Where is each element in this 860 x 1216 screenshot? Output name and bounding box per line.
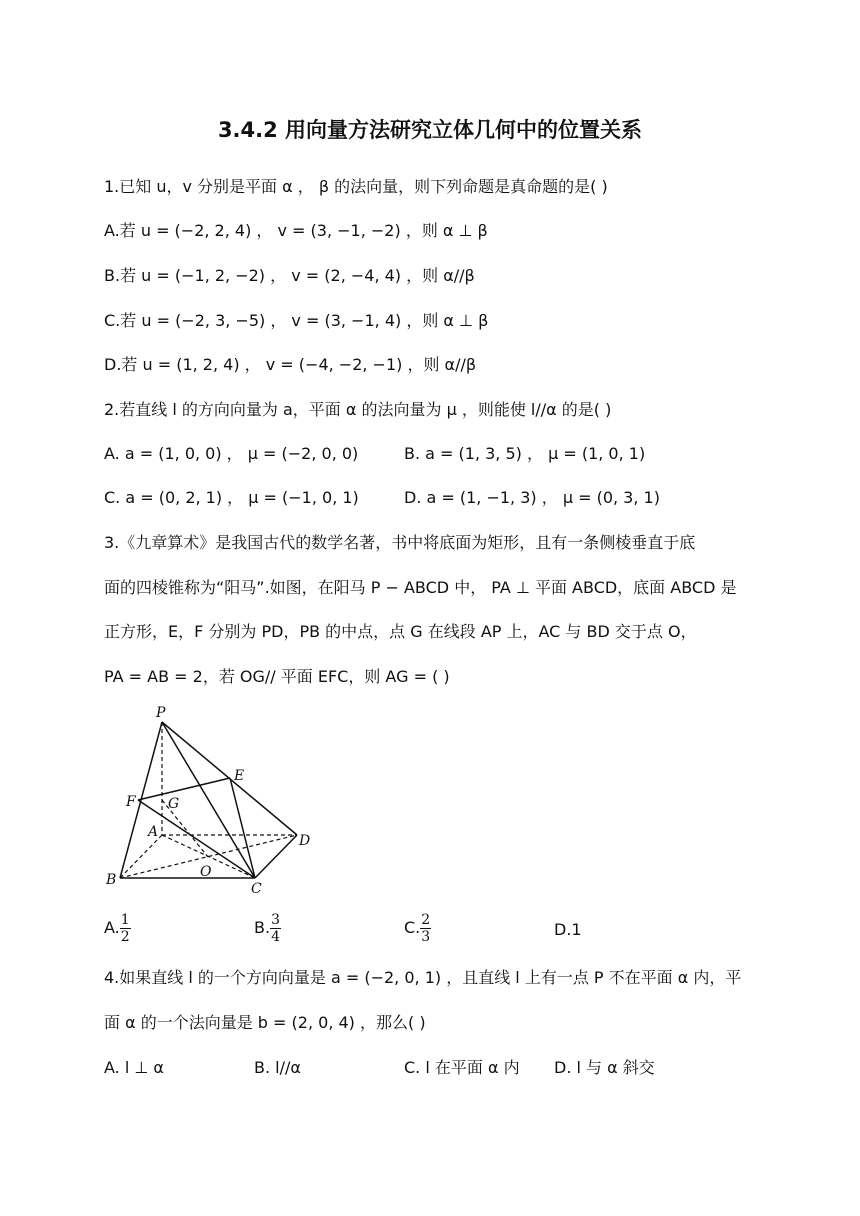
q4-line-1: 4.如果直线 l 的一个方向向量是 a = (−2, 0, 1) ，且直线 l 上有一点 P 不在平面 α 内，平 bbox=[104, 968, 742, 987]
q1-option-a: A.若 u = (−2, 2, 4) ， v = (3, −1, −2) ，则 α ⊥ β bbox=[104, 221, 488, 240]
q2-option-a: A. a = (1, 0, 0) ， μ = (−2, 0, 0) bbox=[104, 444, 359, 463]
q1-option-b: B.若 u = (−1, 2, −2) ， v = (2, −4, 4) ，则 α//β bbox=[104, 266, 475, 285]
q3-option-b: B. $\frac{3}{4}$ bbox=[254, 912, 280, 945]
q2-stem: 2.若直线 l 的方向向量为 a，平面 α 的法向量为 μ ，则能使 l//α 的是( ) bbox=[104, 400, 612, 419]
q4-option-c: C. l 在平面 α 内 bbox=[404, 1058, 520, 1077]
label-a: A bbox=[148, 824, 159, 840]
q4-option-d: D. l 与 α 斜交 bbox=[554, 1058, 655, 1077]
q3-option-a: A. $\frac{1}{2}$ bbox=[104, 912, 130, 945]
pyramid-figure bbox=[100, 700, 320, 900]
q4-option-b: B. l//α bbox=[254, 1058, 301, 1077]
q2-option-b: B. a = (1, 3, 5) ， μ = (1, 0, 1) bbox=[404, 444, 646, 463]
q3-line-3: 正方形，E，F 分别为 PD，PB 的中点，点 G 在线段 AP 上，AC 与 BD 交于点 O， bbox=[104, 622, 697, 641]
label-d: D bbox=[299, 833, 311, 849]
label-f: F bbox=[126, 794, 136, 810]
label-g: G bbox=[168, 796, 180, 812]
label-o: O bbox=[200, 864, 212, 880]
q2-option-c: C. a = (0, 2, 1) ， μ = (−1, 0, 1) bbox=[104, 488, 359, 507]
q3-line-1: 3.《九章算术》是我国古代的数学名著，书中将底面为矩形，且有一条侧棱垂直于底 bbox=[104, 533, 696, 552]
label-c: C bbox=[251, 881, 262, 897]
q4-line-2: 面 α 的一个法向量是 b = (2, 0, 4) ，那么( ) bbox=[104, 1013, 426, 1032]
label-b: B bbox=[106, 872, 117, 888]
page-title: 3.4.2 用向量方法研究立体几何中的位置关系 bbox=[217, 118, 643, 142]
q3-line-2: 面的四棱锥称为“阳马”.如图，在阳马 P − ABCD 中， PA ⊥ 平面 ABCD，底面 ABCD 是 bbox=[104, 578, 737, 597]
q3-option-d: D.1 bbox=[554, 920, 582, 939]
label-e: E bbox=[234, 768, 245, 784]
q2-option-d: D. a = (1, −1, 3) ， μ = (0, 3, 1) bbox=[404, 488, 660, 507]
q4-option-a: A. l ⊥ α bbox=[104, 1058, 164, 1077]
q1-option-c: C.若 u = (−2, 3, −5) ， v = (3, −1, 4) ，则 α ⊥ β bbox=[104, 311, 489, 330]
q3-option-c: C. $\frac{2}{3}$ bbox=[404, 912, 431, 945]
q1-stem: 1.已知 u，v 分别是平面 α ， β 的法向量，则下列命题是真命题的是( ) bbox=[104, 177, 608, 196]
label-p: P bbox=[156, 705, 166, 721]
q3-line-4: PA = AB = 2，若 OG// 平面 EFC，则 AG = ( ) bbox=[104, 667, 450, 686]
q1-option-d: D.若 u = (1, 2, 4) ， v = (−4, −2, −1) ，则 α//β bbox=[104, 355, 477, 374]
